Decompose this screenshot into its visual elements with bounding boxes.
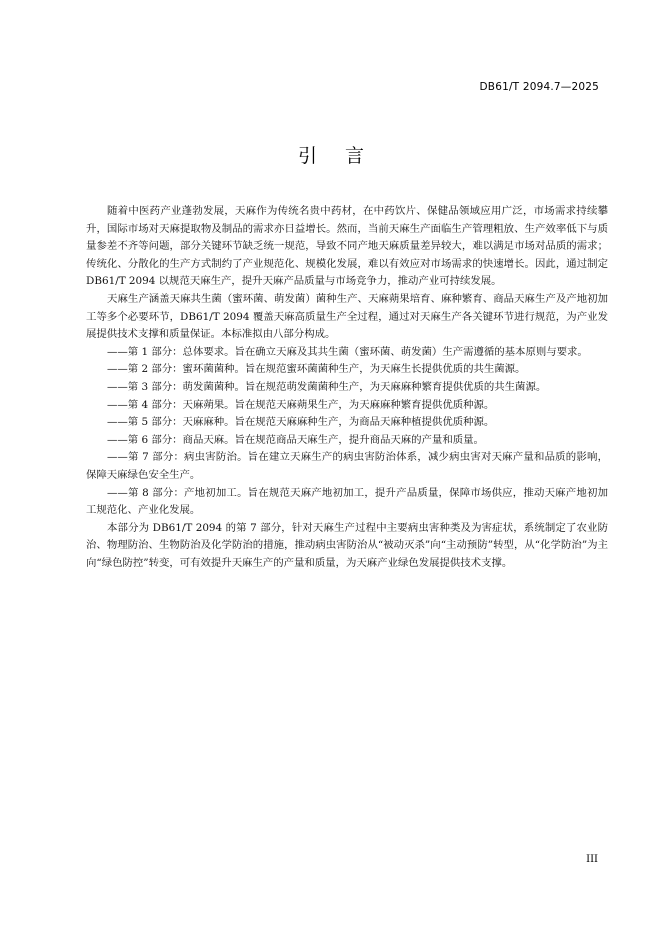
part-item-6: ——第 6 部分：商品天麻。旨在规范商品天麻生产，提升商品天麻的产量和质量。 [107,433,484,446]
paragraph-scope: 天麻生产涵盖天麻共生菌（蜜环菌、萌发菌）菌种生产、天麻蒴果培育、麻种繁育、商品天麻生产及产地初加工等多个必要环节，DB61/T 2094 覆盖天麻高质量生产全过程，通过对天麻生产各关键环节进行规范，为产业发展提供技术支撑和质量保证。本标准拟由八部分构成。 [86,292,608,341]
introduction-body [86,203,608,572]
page-number: III [586,854,598,865]
part-item-1: ——第 1 部分：总体要求。旨在确立天麻及其共生菌（蜜环菌、萌发菌）生产需遵循的基本原则与要求。 [107,345,588,358]
part-item-5: ——第 5 部分：天麻麻种。旨在规范天麻麻种生产，为商品天麻种植提供优质种源。 [107,416,495,429]
page-title: 引言 [297,145,392,167]
part-item-7: ——第 7 部分：病虫害防治。旨在建立天麻生产的病虫害防治体系，减少病虫害对天麻产量和品质的影响，保障天麻绿色安全生产。 [86,451,608,481]
part-item-3: ——第 3 部分：萌发菌菌种。旨在规范萌发菌菌种生产，为天麻麻种繁育提供优质的共生菌源。 [107,380,547,393]
part-item-8: ——第 8 部分：产地初加工。旨在规范天麻产地初加工，提升产品质量，保障市场供应，推动天麻产地初加工规范化、产业化发展。 [86,486,608,517]
part-item-2: ——第 2 部分：蜜环菌菌种。旨在规范蜜环菌菌种生产，为天麻生长提供优质的共生菌源。 [107,363,526,376]
paragraph-background: 随着中医药产业蓬勃发展，天麻作为传统名贵中药材，在中药饮片、保健品领域应用广泛，市场需求持续攀升，国际市场对天麻提取物及制品的需求亦日益增长。然而，当前天麻生产面临生产管理粗放、生产效率低下与质量参差不齐等问题，部分关键环节缺乏统一规范，导致不同产地天麻质量差异较大，难以满足市场对品质的需求；传统化、分散化的生产方式制约了产业规范化、规模化发展，难以有效应对市场需求的快速增长。因此，通过制定 DB61/T 2094 以规范天麻生产，提升天麻产品质量与市场竞争力，推动产业可持续发展。 [86,205,608,288]
document-code: DB61/T 2094.7—2025 [479,81,599,93]
part-item-4: ——第 4 部分：天麻蒴果。旨在规范天麻蒴果生产，为天麻麻种繁育提供优质种源。 [107,398,495,411]
paragraph-this-part: 本部分为 DB61/T 2094 的第 7 部分，针对天麻生产过程中主要病虫害种类及为害症状，系统制定了农业防治、物理防治、生物防治及化学防治的措施，推动病虫害防治从“被动灭杀”向“主动预防”转型，从“化学防治”为主向“绿色防控”转变，可有效提升天麻生产的产量和质量，为天麻产业绿色发展提供技术支撑。 [86,521,608,569]
